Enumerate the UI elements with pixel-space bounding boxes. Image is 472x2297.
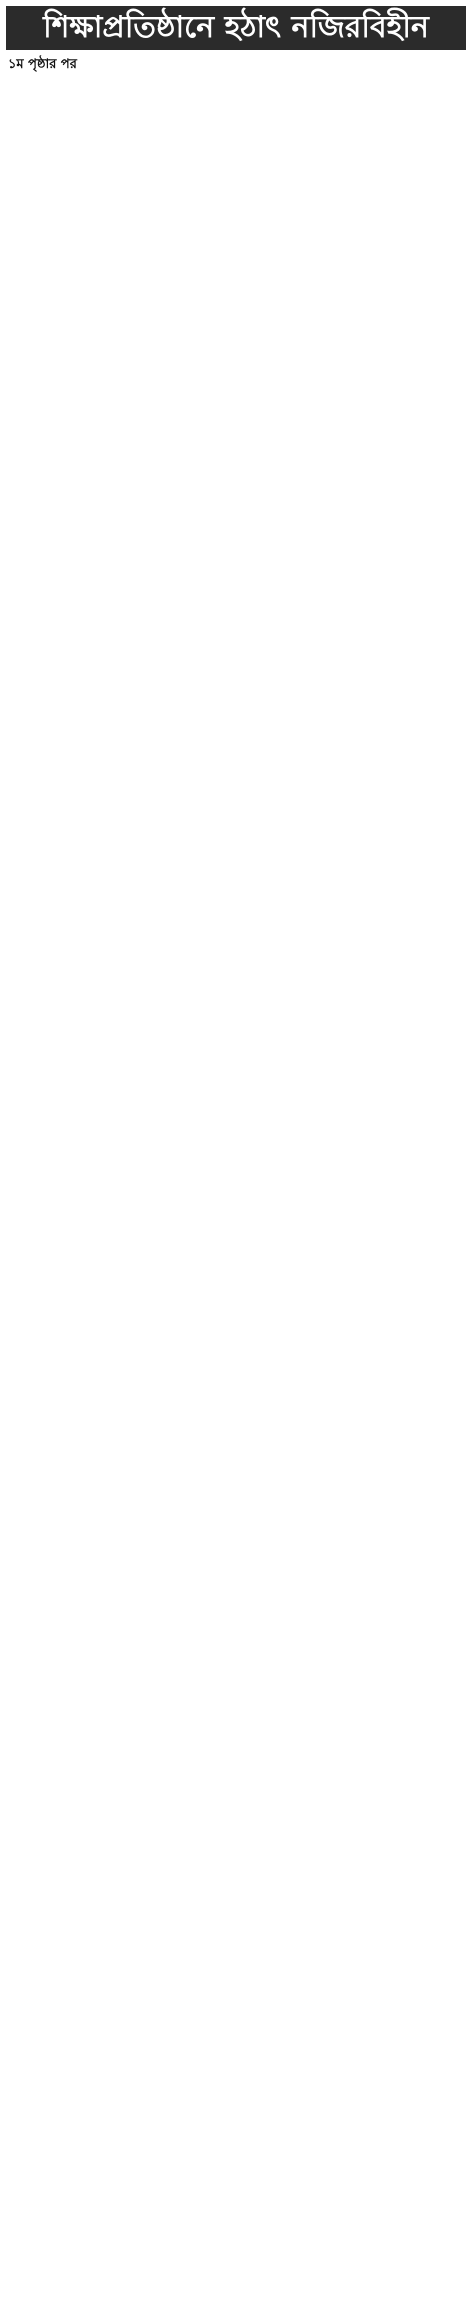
article-headline: শিক্ষাপ্রতিষ্ঠানে হঠাৎ নজিরবিহীন	[6, 6, 466, 50]
page-reference: ১ম পৃষ্ঠার পর	[8, 57, 77, 72]
